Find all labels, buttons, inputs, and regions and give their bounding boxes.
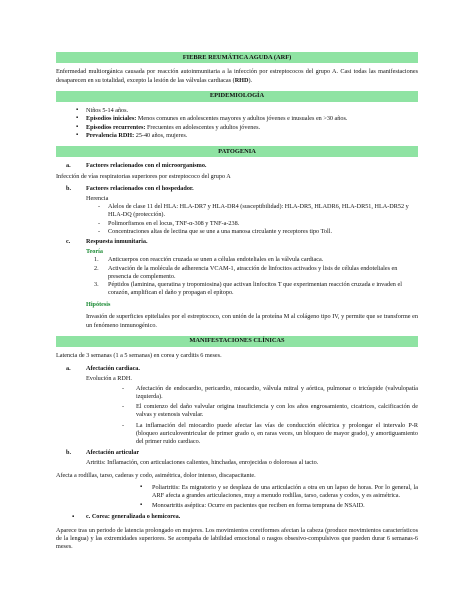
list-item: 1. Anticuerpos con reacción cruzada se unen a células endoteliales en la válvula cardiaca. [94, 256, 324, 264]
list-item: - Polimorfismos en el locus, TNF-α-308 y TNF-a-238. [108, 220, 418, 228]
list-item: - La inflamación del miocardio puede afectar las vías de conducción eléctrica y prolongar el intervalo P-R (bloqueo auriculoventricular de primer grado o, en raras veces, un bloqueo de mayor grado), y amortiguamiento del primer ruido cardiaco. [136, 422, 418, 447]
teoria-label: Teoría [86, 248, 103, 256]
list-item: - Afectación de endocardio, pericardio, miocardio, válvula mitral y aórtica, pulmonar o tricúspide (valvulopatía izquierda). [136, 385, 418, 401]
section-c-respuesta: c. Respuesta inmunitaria. [66, 237, 148, 245]
list-item: 2. Activación de la molécula de adherencia VCAM-1, atracción de linfocitos activados y lisis de células endoteliales en presencia de complemento. [94, 264, 398, 280]
list-item: ▪ Poliartritis: Es migratorio y se desplaza de una articulación a otra en un lapso de horas. Por lo general, la ARF afecta a grandes articulaciones, muy a menudo rodillas, tarso, caderas y codos, y es asimétrica. [152, 484, 418, 500]
document-title: FIEBRE REUMÁTICA AGUDA (ARF) [56, 52, 418, 63]
section-a-cardiaca: a. Afectación cardiaca. [66, 364, 140, 372]
list-item: ▪ Niños 5-14 años. [86, 107, 418, 115]
herencia-list [56, 203, 418, 236]
list-item: 3. Péptidos (laminina, queratina y tropomiosina) que activan linfocitos T que experimentan reacción cruzada e invaden el corazón, amplifican el daño y propagan el epítopo. [94, 280, 402, 297]
latencia-text: Latencia de 3 semanas (1 a 5 semanas) en corea y carditis 6 meses. [56, 352, 222, 360]
heading-manifestaciones: MANIFESTACIONES CLÍNICAS [56, 336, 418, 347]
list-item: - El comienzo del daño valvular origina insuficiencia y con los años engrosamiento, cicatrices, calcificación de valvas y estenosis valvular. [136, 403, 418, 419]
list-item: ▪ Monoartritis aséptica: Ocurre en pacientes que reciben en forma temprana de NSAID. [152, 502, 418, 510]
herencia-label: Herencia [86, 195, 109, 203]
corea-text: Aparece tras un periodo de latencia prolongado en mujeres. Los movimientos coreiformes afectan la cabeza (produce movimientos característicos de la lengua) y las extremidades superiores. Se acompaña de labilidad emocional o rasgos obsesivo-compulsivos que pueden durar 6 semanas-6 meses. [56, 526, 418, 550]
evolucion-label: Evolución a RDH. [86, 374, 132, 382]
intro-paragraph: Enfermedad multiorgánica causada por reacción autoinmunitaria a la infección por estreptococos del grupo A. Casi todas las manifestaciones desaparecen en su totalidad, excepto la lesión de las válvulas cardiacas (RHD). [56, 68, 418, 84]
hipotesis-text: Invasión de superficies epiteliales por el estreptococo, con unión de la proteína M al colágeno tipo IV, y permite que se transforme en un fenómeno inmunogénico. [86, 313, 418, 329]
artritis-text: Artritis: Inflamación, con articulaciones calientes, hinchadas, enrojecidas o dolorosas al tacto. [86, 459, 319, 467]
articular-bullets [56, 484, 418, 511]
section-b-hospedador: b. Factores relacionados con el hospedador. [66, 184, 194, 192]
list-item: ▪ Prevalencia RDH: 25-40 años, mujeres. [86, 132, 418, 140]
teoria-list [56, 256, 418, 297]
list-item: ▪ Episodios recurrentes: Frecuentes en adolescentes y adultos jóvenes. [86, 124, 418, 132]
epidemiologia-list [56, 107, 418, 140]
heading-epidemiologia: EPIDEMIOLOGÍA [56, 91, 418, 102]
list-item: ▪ Episodios iniciales: Menos comunes en adolescentes mayores y adultos jóvenes e inusuales en >30 años. [86, 115, 418, 123]
section-c-corea: ▪ c. Corea: generalizada o hemicorea. [72, 513, 181, 521]
section-b-articular: b. Afectación articular [66, 449, 140, 457]
afecta-text: Afecta a rodillas, tarso, caderas y codo, asimétrica, dolor intenso, discapacitante. [56, 471, 256, 479]
hipotesis-label: Hipótesis [86, 301, 111, 309]
list-item: - Alelos de clase 11 del HLA: HLA-DR7 y HLA-DR4 (susceptibilidad): HLA-DR5, HLADR6, HLA-DR51, HLA-DR52 y HLA-DQ (protección). [108, 203, 418, 219]
list-item: - Concentraciones altas de lectina que se une a una manosa circulante y receptores tipo Toll. [108, 228, 418, 236]
cardiaca-list [56, 385, 418, 446]
heading-patogenia: PATOGENIA [56, 146, 418, 157]
section-a-microorganismo: a. Factores relacionados con el microorganismo. [66, 162, 207, 170]
microorganismo-text: Infección de vías respiratorias superiores por estreptococo del grupo A [56, 172, 231, 180]
